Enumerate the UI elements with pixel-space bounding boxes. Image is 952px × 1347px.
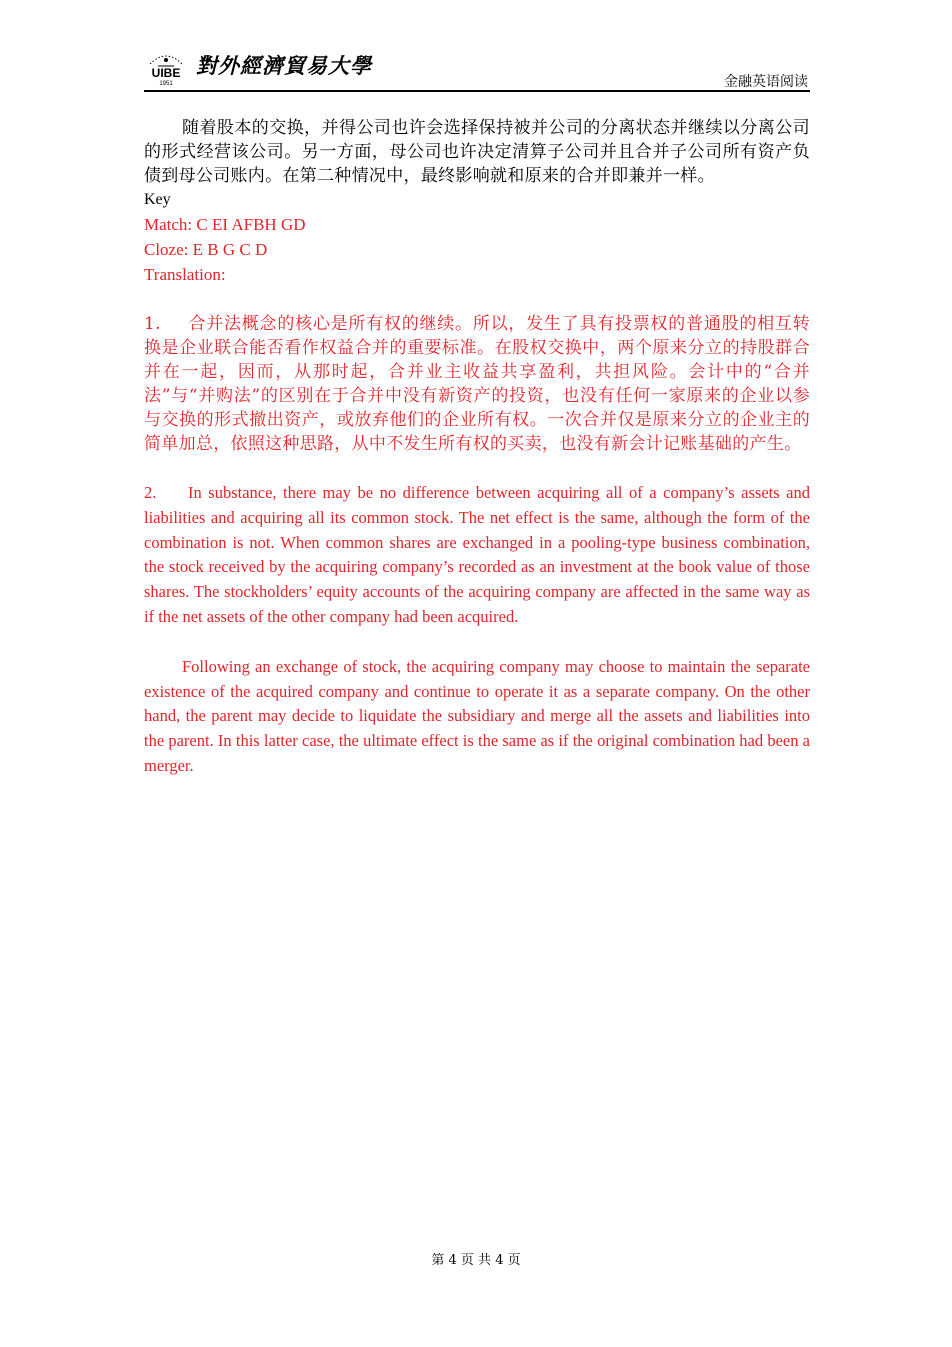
- svg-text:1951: 1951: [159, 81, 173, 86]
- translation-item-1: [144, 312, 810, 456]
- university-emblem-icon: [144, 46, 188, 86]
- match-answers: Match: C EI AFBH GD: [144, 215, 306, 234]
- translation-item-2: [144, 481, 810, 630]
- translation-label: Translation:: [144, 265, 226, 284]
- spacer: [144, 287, 810, 312]
- page-footer: 第 4 页 共 4 页: [431, 1253, 521, 1268]
- document-title: 金融英语阅读: [724, 74, 808, 90]
- university-name-logo: 對外經濟貿易大學: [196, 53, 372, 78]
- page-content: [144, 116, 810, 779]
- page-header: [144, 40, 810, 92]
- spacer: [144, 630, 810, 655]
- key-label: Key: [144, 191, 171, 208]
- header-divider: [144, 90, 810, 92]
- intro-paragraph-cn: 随着股本的交换，并得公司也许会选择保持被并公司的分离状态并继续以分离公司的形式经营该公司。另一方面，母公司也许决定清算子公司并且合并子公司所有资产负债到母公司账内。在第二种情况中，最终影响就和原来的合并即兼并一样。: [144, 118, 810, 186]
- following-paragraph-en: Following an exchange of stock, the acquiring company may choose to maintain the separate existence of the acquired company and continue to operate it as a separate company. On the other hand, the parent may decide to liquidate the subsidiary and merge all the assets and liabilities into the parent. In this latter case, the ultimate effect is the same as if the original combination had been a merger.: [144, 656, 810, 775]
- spacer: [144, 456, 810, 481]
- item-number: 1.: [144, 314, 161, 334]
- item-text: 合并法概念的核心是所有权的继续。所以，发生了具有投票权的普通股的相互转换是企业联合能否看作权益合并的重要标准。在股权交换中，两个原来分立的持股群合并在一起，因而，从那时起，合并业主收益共享盈利，共担风险。会计中的“合并法”与“并购法”的区别在于合并中没有新资产的投资，也没有任何一家原来的企业以参与交换的形式撤出资产，或放弃他们的企业所有权。一次合并仅是原来分立的企业主的简单加总，依照这种思路，从中不发生所有权的买卖，也没有新会计记账基础的产生。: [144, 314, 810, 454]
- item-text: In substance, there may be no difference between acquiring all of a company’s assets and liabilities and acquiring all its common stock. The net effect is the same, although the form of the combination is not. When common shares are exchanged in a pooling-type business combination, the stock received by the acquiring company’s recorded as an investment at the book value of those shares. The stockholders’ equity accounts of the acquiring company are affected in the same way as if the net assets of the other company had been acquired.: [144, 483, 810, 626]
- item-number: 2.: [144, 483, 157, 502]
- cloze-answers: Cloze: E B G C D: [144, 240, 268, 259]
- svg-text:UIBE: UIBE: [151, 66, 181, 80]
